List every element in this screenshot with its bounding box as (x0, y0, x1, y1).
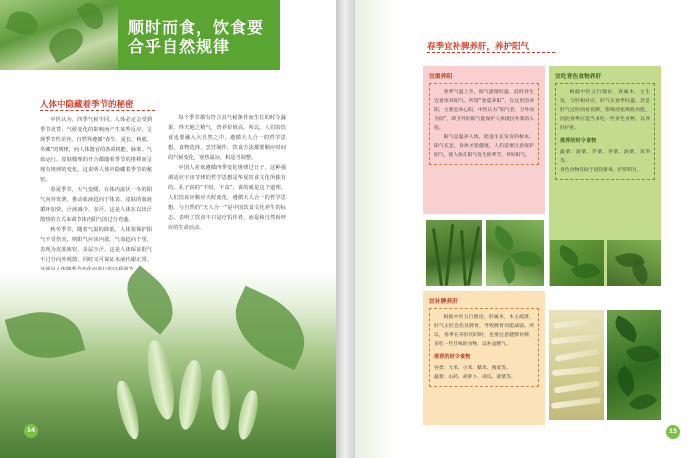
extra-text: 青色食物有助于清热排毒，护肝明目。 (560, 168, 642, 173)
right-page (355, 0, 687, 458)
section-heading: 春季宜补脾养肝，养护阳气 (427, 42, 530, 52)
greens-photo (486, 220, 544, 286)
paragraph: 根据中医五行理论，春属木，主生发，与肝相对应，肝气在春季旺盛。若是肝气过旺则易伤脾，影响消化吸收功能。因此春季应适当多吃一些青色食物，以养肝护肝。 (560, 90, 650, 131)
paragraph: 根据中医五行理论，肝属木，木主疏泄，肝气太旺会伤及脾胃，导致脾胃功能减弱。所以，春季在养肝的同时，也要注意健脾补脾，多吃一些甘味的食物，以补益脾气。 (434, 315, 534, 347)
recommend-title: 推荐的时令食物 (560, 138, 597, 144)
vegetable-photo (0, 0, 118, 70)
section-heading: 人体中隐藏着季节的秘密 (40, 100, 134, 110)
page-title-banner (118, 0, 280, 70)
recommend-text: 谷类：大米、小米、糯米、燕麦等。 (434, 366, 511, 371)
background-fade (355, 0, 395, 458)
panel-body (429, 83, 539, 165)
paragraph: 中医认为，四季气候不同，人体必定会受到季节更替，气候变化的影响而产生某些反应，呈现季节性差异。自然界遵循“春生、夏长、秋收、冬藏”的规律，而人体器官的各项机能、脉象、气血运行、皮肤腠理的开合都随着季节的推移而呈现有规律的变化。这说明人体中隐藏着季节的秘密。 (40, 117, 152, 183)
paragraph: 每个季节都有符合其气候条件而生长的时令蔬果，得天地之精气，营养价值高，所以，人们的饮食也要融入大自然之中，遵循天人合一的哲学思想，食物选择，烹饪制作，饮食方法都要顺应时间的气候变化，寒热温凉，积适当调整。 (168, 115, 286, 161)
text-column-1 (40, 115, 152, 275)
recommend-title: 推荐的时令食物 (434, 354, 471, 360)
paragraph: 春夏季节，天气变暖，在体内滋伏一冬的阳气向外发泄，推动血液趋向于体表，皮肤的血液循环加快，汗液减少。多汗，这是人体在以出汗散热的方式来调节体内阳气的过分充盛。 (40, 187, 152, 223)
panel-body (555, 83, 655, 180)
panel-spleen-liver (423, 291, 545, 425)
left-page (0, 0, 336, 458)
panel-body (429, 308, 539, 387)
panel-title: 宜补脾养肝 (429, 299, 458, 305)
page-title-line2: 合乎自然规律 (128, 37, 231, 56)
bitter-melon-photo (0, 270, 336, 458)
page-number: 14 (24, 424, 38, 438)
panel-title: 宜吃青色食物养肝 (555, 74, 602, 80)
recommend-text: 蔬菜：菠菜、芹菜、荠菜、油菜、莴笋等。 (560, 150, 650, 164)
spinach-leaves-photo (607, 310, 661, 420)
bamboo-shoots-photo (549, 310, 604, 420)
paragraph: 阳气是温养人体，促进生长发育的根本。阳气充足，身体才能健康，人们需要注意保护阳气，使人体在阳气发生的季节，养好阳气。 (434, 135, 534, 158)
panel-nourish-yang (423, 66, 545, 214)
page-title-line1: 顺时而食，饮食要 (128, 18, 265, 37)
paragraph: 春季气温上升，阳气逐渐旺盛，此时养生宜着保养阳气。所谓“春夏养阳”，在这里的养阳，主要是养心阳，中医认为“阳气者，卫外而为固”，即卫外的阳气能保护人体抵抗外邪的入侵。 (434, 90, 534, 131)
heading-divider (427, 52, 555, 53)
panel-title: 宜重养阳 (429, 74, 453, 80)
recommend-text: 蔬菜：山药、胡萝卜、南瓜、菠菜等。 (434, 375, 516, 380)
book-gutter (336, 0, 355, 458)
text-column-2 (168, 113, 286, 233)
paragraph: 中国人喜欢遵循四季变化规律过日子，这种强调适应宇宙节律的哲学思想是华夏饮食文化所独有的。孔子说的“不时，不食”，说的就是这个道理。人们饮食应顺应天时变化，遵循天人合一的哲学思想。与自然的“天人合一”是中国饮食文化养生的标志，表明了饮食不只是疗饥佳肴，而是和自然相呼应的生命活动。 (168, 165, 286, 231)
celery-photo (607, 240, 661, 286)
heading-divider (40, 110, 155, 111)
page-number: 15 (666, 425, 680, 439)
leaf-vegetable-photo (550, 240, 604, 286)
spinach-photo (426, 220, 482, 286)
paragraph: 秋冬季节，随着气温的降低，人体要保护阳气不受伤害，则阳气应该内敛，气血趋向于里，表现为皮肤致密，多尿少汗，这是人体保证阳气不过分向外耗散，同时又可保证水液代谢正常。 (40, 227, 152, 263)
